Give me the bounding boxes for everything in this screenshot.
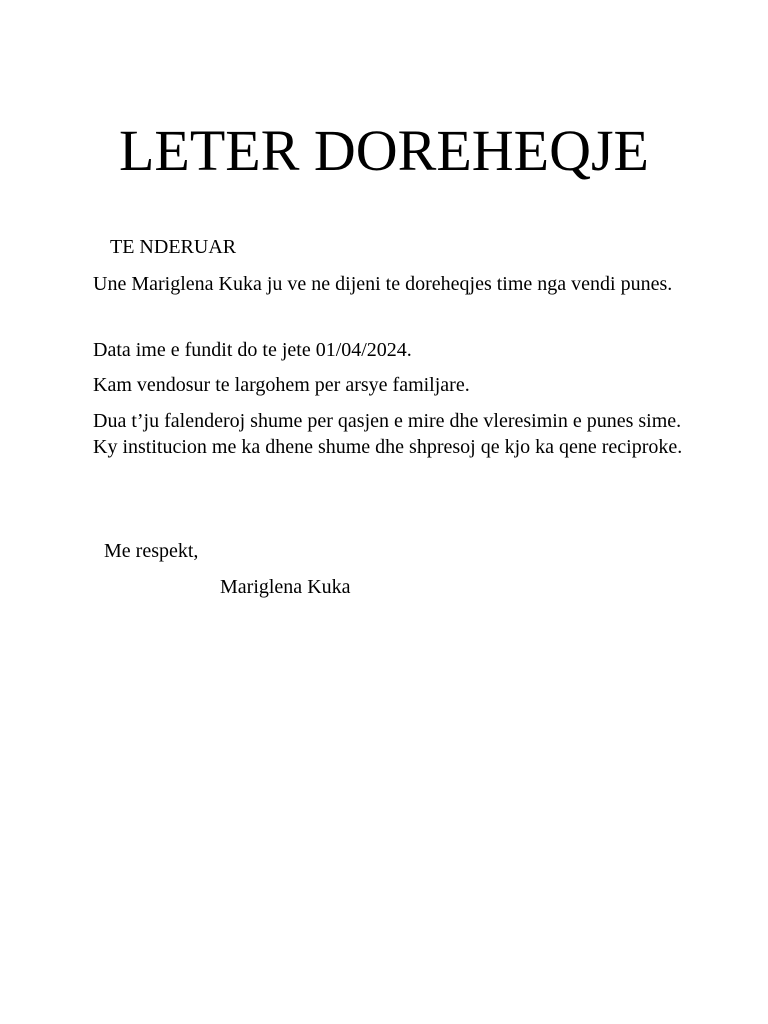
signature-name: Mariglena Kuka — [220, 576, 351, 598]
paragraph-intro: Une Mariglena Kuka ju ve ne dijeni te doreheqjes time nga vendi punes. — [93, 273, 673, 295]
paragraph-thanks: Dua t’ju falenderoj shume per qasjen e mire dhe vleresimin e punes sime. Ky institucion me ka dhene shume dhe shpresoj qe kjo ka qene reciproke. — [93, 410, 683, 458]
document-title: LETER DOREHEQJE — [119, 118, 649, 183]
salutation: TE NDERUAR — [110, 236, 237, 258]
closing: Me respekt, — [104, 540, 199, 562]
paragraph-reason: Kam vendosur te largohem per arsye familjare. — [93, 374, 470, 396]
paragraph-last-date: Data ime e fundit do te jete 01/04/2024. — [93, 339, 412, 361]
